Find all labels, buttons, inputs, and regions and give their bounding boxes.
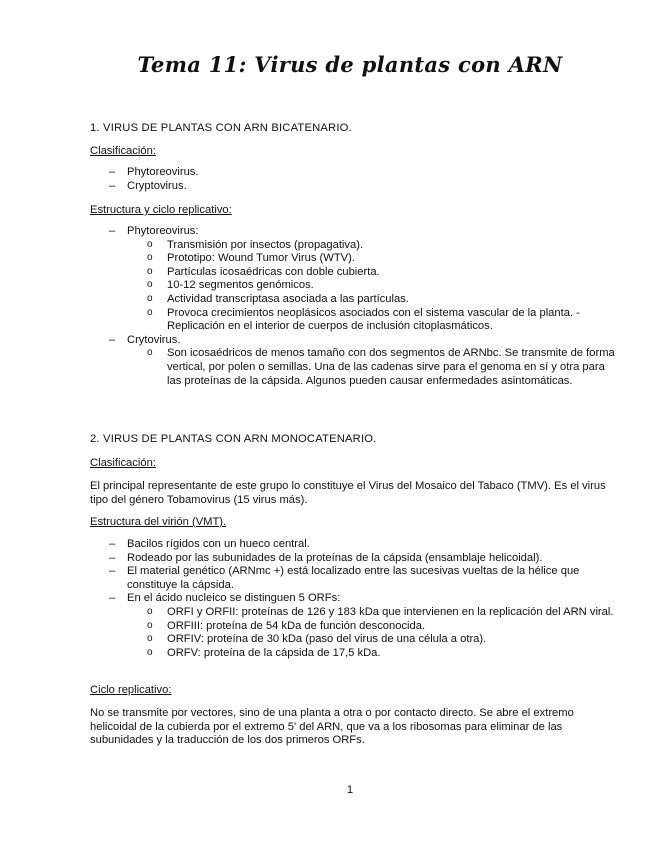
section-1-estructura-list [90, 225, 620, 388]
page-title: Tema 11: Virus de plantas con ARN [137, 52, 563, 77]
section-2-clasificacion-label: Clasificación: [90, 457, 156, 469]
orf-item: o ORFV: proteína de la cápsida de 17,5 kDa. [90, 647, 620, 661]
crytovirus-item: – Crytovirus. [90, 334, 620, 348]
list-item: – Bacilos rígidos con un hueco central. [90, 538, 620, 552]
section-1-heading: 1. VIRUS DE PLANTAS CON ARN BICATENARIO. [90, 122, 352, 134]
page-number: 1 [346, 784, 354, 796]
list-item: o Partículas icosaédricas con doble cubierta. [90, 266, 620, 280]
phytoreovirus-item: – Phytoreovirus: [90, 225, 620, 239]
section-2-estructura-list [90, 538, 620, 660]
section-1-clasificacion-label: Clasificación: [90, 145, 156, 157]
list-item: o Actividad transcriptasa asociada a las partículas. [90, 293, 620, 307]
list-item: – Rodeado por las subunidades de la proteínas de la cápsida (ensamblaje helicoidal). [90, 552, 620, 566]
list-item: – Cryptovirus. [90, 180, 620, 194]
list-item: – Phytoreovirus. [90, 166, 620, 180]
list-item: o 10-12 segmentos genómicos. [90, 279, 620, 293]
section-1-estructura-label: Estructura y ciclo replicativo: [90, 204, 232, 216]
section-2-ciclo-label: Ciclo replicativo: [90, 684, 172, 696]
list-item: – El material genético (ARNmc +) está localizado entre las sucesivas vueltas de la hélice que constituye la cápsida. [90, 565, 620, 592]
section-2-estructura-label: Estructura del virión (VMT). [90, 516, 227, 528]
list-item: o Prototipo: Wound Tumor Virus (WTV). [90, 252, 620, 266]
orf-item: o ORFI y ORFII: proteínas de 126 y 183 kDa que intervienen en la replicación del ARN viral. [90, 606, 620, 620]
section-2-clasificacion-text: El principal representante de este grupo lo constituye el Virus del Mosaico del Tabaco (TMV). Es el virus tipo del género Tobamovirus (15 virus más). [90, 480, 606, 506]
section-1-clasificacion-list [90, 166, 620, 193]
orf-item: o ORFIII: proteína de 54 kDa de función desconocida. [90, 620, 620, 634]
list-item: o Transmisión por insectos (propagativa). [90, 239, 620, 253]
section-2-ciclo-text: No se transmite por vectores, sino de una planta a otra o por contacto directo. Se abre el extremo helicoidal de la cubierda por el extremo 5' del ARN, que va a los ribosomas para eliminar de las subunidades y la traducción de los dos primeros ORFs. [90, 707, 574, 747]
list-item: o Son icosaédricos de menos tamaño con dos segmentos de ARNbc. Se transmite de forma vertical, por polen o semillas. Una de las cadenas sirve para el genoma en sí y otra para las proteínas de la cápsida. Algunos pueden causar enfermedades asintomáticas. [90, 347, 620, 388]
section-2-heading: 2. VIRUS DE PLANTAS CON ARN MONOCATENARIO. [90, 433, 377, 445]
list-item: o Provoca crecimientos neoplásicos asociados con el sistema vascular de la planta. - Replicación en el interior de cuerpos de inclusión citoplasmáticos. [90, 307, 620, 334]
orf-item: o ORFIV: proteína de 30 kDa (paso del virus de una célula a otra). [90, 633, 620, 647]
list-item: – En el ácido nucleico se distinguen 5 ORFs: [90, 592, 620, 606]
